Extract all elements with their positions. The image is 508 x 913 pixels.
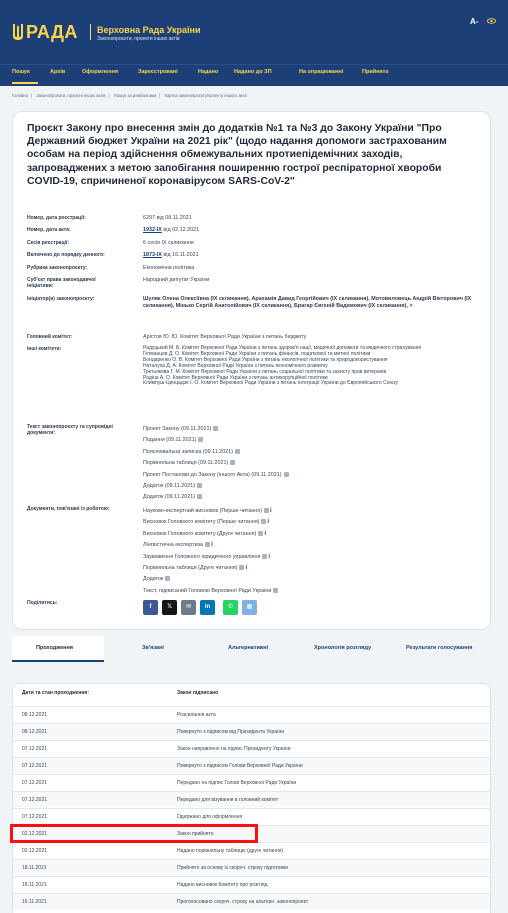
info-icon[interactable]: i [245,565,248,572]
site-subtitle: Законопроєкти, проекти інших актів [97,36,180,42]
initiators-value [143,296,478,309]
act-value [143,227,199,234]
other-committees-label: Інші комітети: [27,346,62,352]
nav-submitted-zp[interactable]: Надано до ЗП [234,69,272,75]
lock-icon [198,437,203,442]
tab-voting-results[interactable]: Результати голосування [406,645,473,651]
committee-item: Бондаренко О. В. Комітет Верховної Ради України з питань екологічної політики та природокористування [143,356,388,363]
nav-submitted[interactable]: Надано [198,69,219,75]
lock-icon [239,565,244,570]
related-label: Документи, пов'язані із роботою: [27,506,110,512]
committee-item: Радіна А. О. Комітет Верховної Ради України з питань антикорупційної політики [143,374,328,381]
agenda-number-link[interactable]: 1873-IX [143,252,162,258]
linkedin-share-icon[interactable]: in [200,600,215,615]
related-doc-link[interactable]: Додаток [143,574,278,585]
lock-icon [213,426,218,431]
info-icon[interactable]: i [268,553,271,560]
committee-item: Наталуха Д. А. Комітет Верховної Ради України з питань економічного розвитку [143,362,328,369]
committee-item: Гетманцев Д. О. Комітет Верховної Ради України з питань фінансів, податкової та митної політики [143,350,371,357]
related-doc-link[interactable]: Лінгвістична експертиза i [143,540,278,551]
related-doc-link[interactable]: Порівняльна таблиця (Друге читання) i [143,563,278,574]
related-doc-link[interactable]: Науково-експертний висновок (Перше читання) i [143,506,278,517]
history-col-event: Закон підписано [177,690,219,696]
table-row: 18.11.2021 Надано висновок Комітету про розгляд [13,876,490,892]
bill-title: Проєкт Закону про внесення змін до додатків №1 та №3 до Закону України "Про Державний бюджет України на 2021 рік" (щодо надання допомоги застрахованим особам на період здійснення обмежувальних протиепідемічних заходів, запроваджених з метою запобігання поширенню гострої респіраторної хвороби COVID-19, спричиненої коронавірусом SARS-CoV-2" [27,123,447,187]
lock-icon [284,472,289,477]
table-row: 16.11.2021 Проголосовано скороч. строку на альтерн. законопроект [13,893,490,909]
breadcrumb-bills[interactable]: Законопроєкти, проекти інших актів [36,93,106,98]
breadcrumb-current: Картка законопроєкту/проекту іншого акта [164,93,247,98]
initiators-label: Ініціатор(и) законопроєкту: [27,296,95,302]
site-title[interactable]: Верховна Рада України [97,25,201,35]
committee-item: Климпуш-Цинцадзе І. О. Комітет Верховної Ради України з питань інтеграції України до Європейського Союзу [143,380,398,387]
main-nav [0,64,508,86]
tryzub-icon [12,23,24,41]
main-committee-label: Головний комітет: [27,334,73,340]
x-share-icon[interactable]: 𝕏 [162,600,177,615]
agenda-value [143,252,199,259]
initiators-text: Шуляк Олена Олексіївна (IX скликання), Арахамія Давид Георгійович (IX скликання), Мотовиловець Андрій Вікторович (IX скликання), Мінько Сергій Анатолійович (IX скликання), Брагар Євгеній Вадимович (IX скликання), [143,296,472,309]
committee-item: Радуцький М. Б. Комітет Верховної Ради України з питань здоров'я нації, медичної допомоги та медичного страхування [143,345,422,351]
lock-icon [230,460,235,465]
reg-value: 6297 від 08.11.2021 [143,215,192,221]
share-label: Поділитись: [27,600,58,606]
main-committee-value: Арістов Ю. Ю. Комітет Верховної Ради України з питань бюджету [143,334,307,340]
breadcrumb-home[interactable]: Головна [12,93,28,98]
history-col-date: Дати та стан проходження: [22,690,89,696]
table-row: 07.12.2021 Повернуто з підписом Голови Верховної Ради України [13,757,490,773]
rubric-label: Рубрика законопроєкту: [27,265,88,271]
tab-passage[interactable]: Проходження [36,645,73,651]
doc-link[interactable]: Додаток (09.11.2021) [143,481,289,492]
act-number-link[interactable]: 1932-IX [143,227,162,233]
highlight-box [10,824,258,843]
related-doc-link[interactable]: Зауваження Головного юридичного управління i [143,552,278,563]
docs-label: Текст законопроєкту та супровідні документи: [27,424,113,436]
agenda-label: Включено до порядку денного: [27,252,105,258]
related-doc-link[interactable]: Текст, підписаний Головою Верховної Ради України [143,586,278,597]
table-row: 02.12.2021 Надано порівняльну таблицю (друге читання) [13,842,490,858]
related-doc-link[interactable]: Висновок Головного комітету (Друге читання) i [143,529,278,540]
tab-chronology[interactable]: Хронологія розгляду [314,645,372,651]
nav-archive[interactable]: Архів [50,69,66,75]
lock-icon [273,588,278,593]
lock-icon [197,483,202,488]
info-icon[interactable]: i [264,530,267,537]
logo-text[interactable]: РАДА [26,22,78,42]
table-row: 07.12.2021 Закон направлено на підпис Президенту України [13,740,490,756]
initiators-more-button[interactable]: > [409,302,413,309]
doc-link[interactable]: Пояснювальна записка (09.11.2021) [143,447,289,458]
font-size-toggle[interactable]: A- [470,17,479,26]
tab-related[interactable]: Зв'язані [142,645,164,651]
docs-list [143,424,289,504]
tab-active-indicator [12,660,104,662]
session-label: Сесія реєстрації: [27,240,69,246]
info-icon[interactable]: i [270,508,272,514]
agenda-date: від 16.11.2021 [163,252,199,258]
qr-share-icon[interactable]: ▦ [242,600,257,615]
table-row: 08.12.2021 Повернуто з підписом від Президента України [13,723,490,739]
tab-alternative[interactable]: Альтернативні [228,645,269,651]
breadcrumb: Головна | Законопроєкти, проекти інших актів | Пошук за реквізитами | Картка законопроєкту/проекту іншого акта [12,93,247,98]
nav-search[interactable]: Пошук [12,69,30,75]
email-share-icon[interactable]: ✉ [181,600,196,615]
nav-adopted[interactable]: Прийнято [362,69,389,75]
doc-link[interactable]: Проект Закону (09.11.2021) [143,424,289,435]
info-icon[interactable]: i [211,542,213,549]
nav-drafting[interactable]: Оформлення [82,69,119,75]
breadcrumb-search[interactable]: Пошук за реквізитами [113,93,157,98]
lock-icon [235,449,240,454]
table-row: 02.12.2021 Закон прийнято [13,825,490,841]
doc-link[interactable]: Подання (09.11.2021) [143,435,289,446]
related-docs-list [143,506,278,597]
related-doc-link[interactable]: Висновок Головного комітету (Перше читання) i [143,517,278,528]
nav-registered[interactable]: Зареєстровані [138,69,178,75]
committee-item: Третьякова Г. М. Комітет Верховної Ради України з питань соціальної політики та захисту прав ветеранів [143,368,387,375]
doc-link[interactable]: Порівняльна таблиця (09.11.2021) [143,458,289,469]
other-committees-list [143,346,478,387]
subject-value: Народний депутат України [143,277,210,283]
table-row: 07.12.2021 Передано на підпис Голові Верховної Ради України [13,774,490,790]
table-row: 18.11.2021 Прийнято за основу із скороч. строку підготовки [13,859,490,875]
reg-label: Номер, дата реєстрації: [27,215,86,221]
lock-icon [261,519,266,524]
nav-active-indicator [12,82,38,84]
rubric-value: Економічна політика [143,265,195,271]
table-row: 07.12.2021 Одержано для оформлення [13,808,490,824]
eye-icon[interactable] [487,18,496,24]
doc-link[interactable]: Проект Постанови до Закону (іншого Акта) (09.11.2021) [143,470,289,481]
table-row: 07.12.2021 Передано для візування в головний комітет [13,791,490,807]
lock-icon [197,494,202,499]
act-date: від 02.12.2021 [163,227,200,233]
table-row: 08.12.2021 Розсилання акта [13,706,490,722]
session-value: 6 сесія IX скликання [143,240,194,246]
info-icon[interactable]: i [267,519,270,526]
lock-icon [258,531,263,536]
doc-link[interactable]: Додаток (09.11.2021) [143,492,289,503]
lock-icon [262,554,267,559]
nav-in-progress[interactable]: На опрацюванні [299,69,344,75]
logo-divider [90,24,91,40]
subject-label: Суб'єкт права законодавчої ініціативи: [27,277,96,289]
lock-icon [165,576,170,581]
lock-icon [264,508,269,513]
act-label: Номер, дата акта: [27,227,71,233]
lock-icon [205,542,210,547]
whatsapp-share-icon[interactable]: ✆ [223,600,238,615]
facebook-share-icon[interactable]: f [143,600,158,615]
